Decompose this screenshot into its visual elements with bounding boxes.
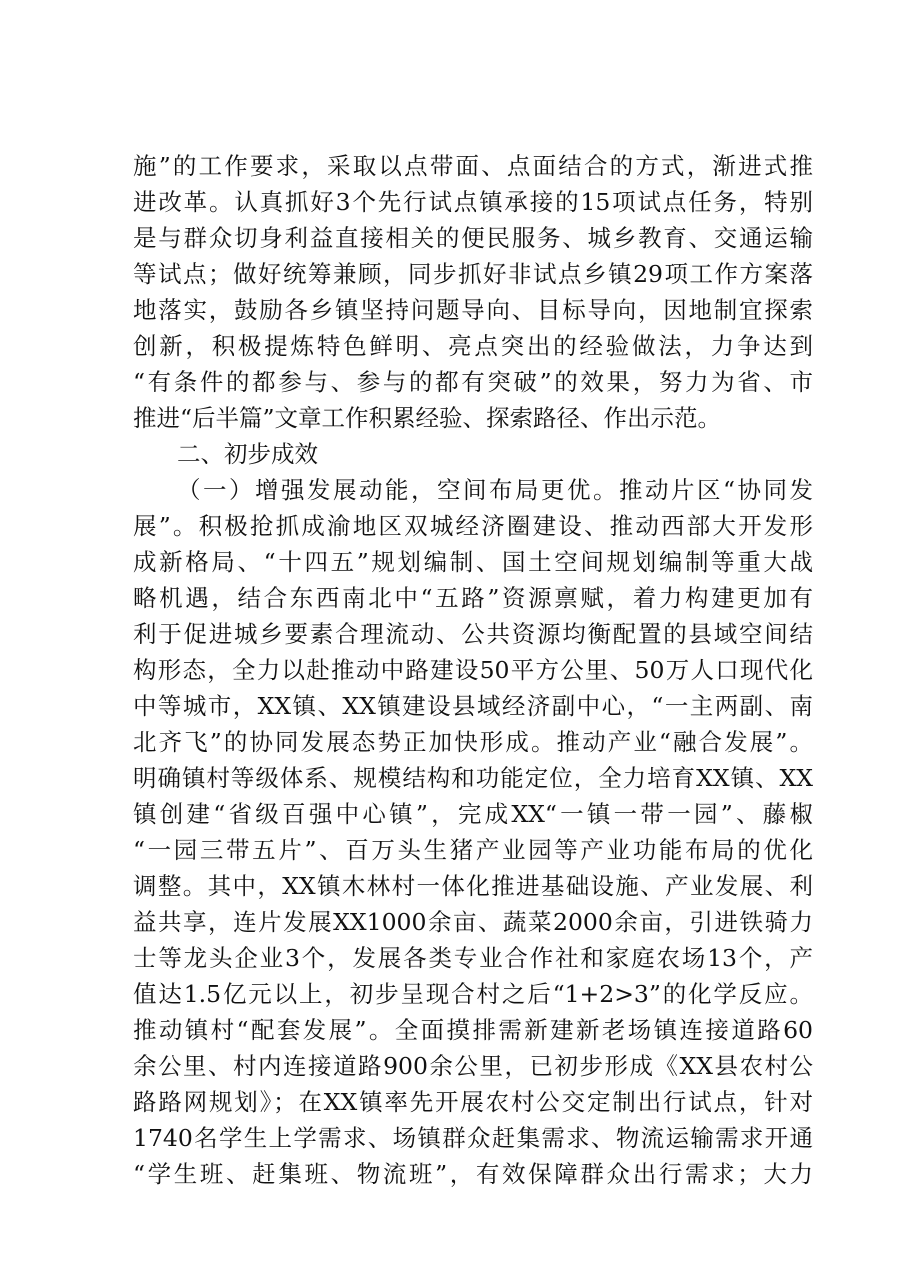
paragraph-line: 是与群众切身利益直接相关的便民服务、城乡教育、交通运输 <box>133 224 813 252</box>
paragraph-line: 1740名学生上学需求、场镇群众赶集需求、物流运输需求开通 <box>133 1124 813 1152</box>
paragraph-line: 施”的工作要求，采取以点带面、点面结合的方式，渐进式推 <box>133 152 813 180</box>
paragraph-line: 构形态，全力以赴推动中路建设50平方公里、50万人口现代化 <box>133 656 813 684</box>
paragraph-line: “有条件的都参与、参与的都有突破”的效果，努力为省、市 <box>133 368 813 396</box>
paragraph-line: 展”。积极抢抓成渝地区双城经济圈建设、推动西部大开发形 <box>133 512 813 540</box>
paragraph-line: 士等龙头企业3个，发展各类专业合作社和家庭农场13个，产 <box>133 944 813 972</box>
paragraph-line: 值达1.5亿元以上，初步呈现合村之后“1+2>3”的化学反应。 <box>133 980 813 1008</box>
paragraph-line: “学生班、赶集班、物流班”，有效保障群众出行需求；大力 <box>133 1160 813 1188</box>
paragraph-line: 北齐飞”的协同发展态势正加快形成。推动产业“融合发展”。 <box>133 728 813 756</box>
paragraph-line: 调整。其中，XX镇木林村一体化推进基础设施、产业发展、利 <box>133 872 813 900</box>
paragraph-line: 略机遇，结合东西南北中“五路”资源禀赋，着力构建更加有 <box>133 584 813 612</box>
paragraph-line: “一园三带五片”、百万头生猪产业园等产业功能布局的优化 <box>133 836 813 864</box>
section-heading: 二、初步成效 <box>177 440 318 468</box>
paragraph-line: 进改革。认真抓好3个先行试点镇承接的15项试点任务，特别 <box>133 188 813 216</box>
paragraph-line: 镇创建“省级百强中心镇”，完成XX“一镇一带一园”、藤椒 <box>133 800 813 828</box>
paragraph-line: 等试点；做好统筹兼顾，同步抓好非试点乡镇29项工作方案落 <box>133 260 813 288</box>
paragraph-line: 地落实，鼓励各乡镇坚持问题导向、目标导向，因地制宜探索 <box>133 296 813 324</box>
paragraph-line: 明确镇村等级体系、规模结构和功能定位，全力培育XX镇、XX <box>133 764 813 792</box>
paragraph-line: 路路网规划》；在XX镇率先开展农村公交定制出行试点，针对 <box>133 1088 813 1116</box>
paragraph-line: 余公里、村内连接道路900余公里，已初步形成《XX县农村公 <box>133 1052 813 1080</box>
paragraph-line: 中等城市，XX镇、XX镇建设县域经济副中心，“一主两副、南 <box>133 692 813 720</box>
paragraph-line: （一）增强发展动能，空间布局更优。推动片区“协同发 <box>177 476 813 504</box>
paragraph-line: 推动镇村“配套发展”。全面摸排需新建新老场镇连接道路60 <box>133 1016 813 1044</box>
paragraph-line: 创新，积极提炼特色鲜明、亮点突出的经验做法，力争达到 <box>133 332 813 360</box>
paragraph-line: 利于促进城乡要素合理流动、公共资源均衡配置的县域空间结 <box>133 620 813 648</box>
paragraph-line: 推进“后半篇”文章工作积累经验、探索路径、作出示范。 <box>133 404 722 432</box>
paragraph-line: 成新格局、“十四五”规划编制、国土空间规划编制等重大战 <box>133 548 813 576</box>
paragraph-line: 益共享，连片发展XX1000余亩、蔬菜2000余亩，引进铁骑力 <box>133 908 813 936</box>
